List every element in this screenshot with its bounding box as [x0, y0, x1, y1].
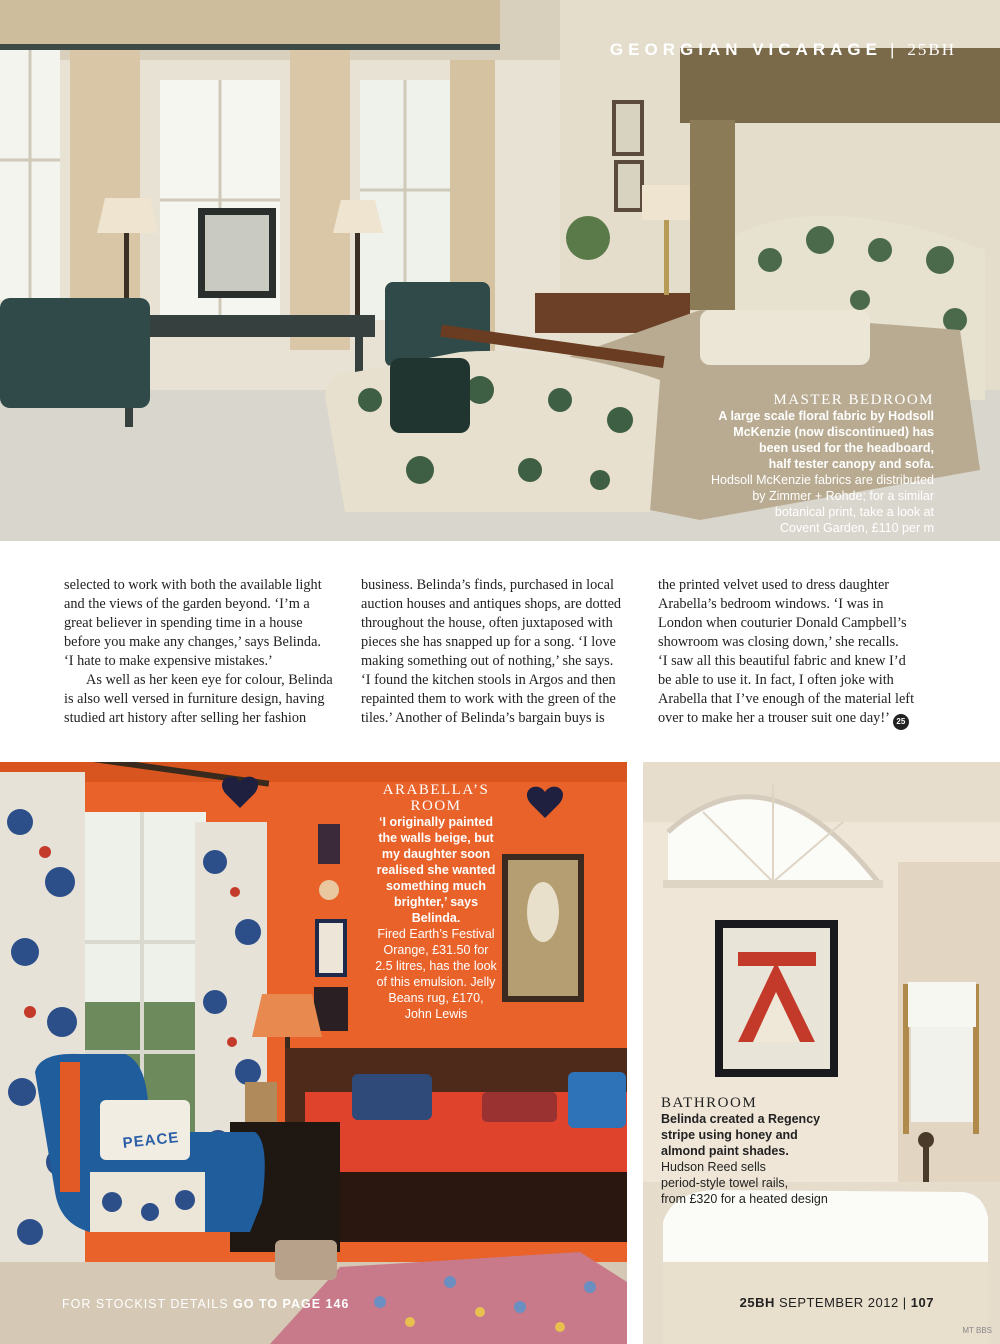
body-line: As well as her keen eye for colour, Belinda: [86, 672, 333, 688]
caption-bold-line: almond paint shades.: [661, 1144, 789, 1158]
body-line: ‘I saw all this beautiful fabric and knew I’d: [658, 653, 906, 669]
caption-line: 2.5 litres, has the look: [375, 959, 497, 973]
arabella-room-caption: [362, 782, 510, 1022]
bathroom-photo: [643, 762, 1000, 1344]
caption-bold-line: A large scale floral fabric by Hodsoll: [718, 409, 934, 423]
caption-title: ARABELLA’S: [382, 782, 490, 798]
body-line: the printed velvet used to dress daughter: [658, 577, 890, 593]
caption-bold-line: realised she wanted: [376, 863, 496, 877]
body-line: Arabella’s bedroom windows. ‘I was in: [658, 596, 884, 612]
end-mark-icon: 25: [893, 714, 909, 730]
caption-line: John Lewis: [404, 1007, 468, 1021]
caption-line: period-style towel rails,: [661, 1176, 789, 1190]
footer-page-link[interactable]: GO TO PAGE 146: [233, 1297, 350, 1311]
caption-bold-line: my daughter soon: [381, 847, 491, 861]
caption-bold-line: McKenzie (now discontinued) has: [733, 425, 934, 439]
footer-stockist-text: FOR STOCKIST DETAILS: [62, 1297, 234, 1311]
caption-bold-line: been used for the headboard,: [758, 441, 934, 455]
caption-line: of this emulsion. Jelly: [376, 975, 496, 989]
page-footer: [740, 1295, 934, 1310]
body-line: London when couturier Donald Campbell’s: [658, 615, 907, 631]
caption-bold-line: stripe using honey and: [661, 1128, 798, 1142]
caption-bold-line: Belinda created a Regency: [661, 1112, 821, 1126]
section-header: [610, 40, 956, 60]
body-line: ‘I found the kitchen stools in Argos and then: [361, 672, 616, 688]
body-line: throughout the house, often juxtaposed with: [361, 615, 613, 631]
body-line: ‘I hate to make expensive mistakes.’: [64, 653, 273, 669]
watermark: MT BBS: [962, 1326, 992, 1335]
footer-date: SEPTEMBER 2012 |: [774, 1295, 911, 1310]
caption-bold-line: ‘I originally painted: [379, 815, 493, 829]
body-line: studied art history after selling her fashion: [64, 710, 307, 726]
caption-line: Beans rug, £170,: [388, 991, 484, 1005]
caption-line: Hodsoll McKenzie fabrics are distributed: [710, 473, 934, 487]
section-title: GEORGIAN VICARAGE: [609, 40, 882, 59]
body-line: and the views of the garden beyond. ‘I’m a: [64, 596, 310, 612]
arabella-room-photo: [0, 762, 627, 1344]
stockist-footer: [62, 1297, 349, 1311]
body-line: tiles.’ Another of Belinda’s bargain buys is: [361, 710, 605, 726]
body-line: showroom was closing down,’ she recalls.: [658, 634, 899, 650]
caption-line: from £320 for a heated design: [661, 1192, 828, 1206]
caption-bold-line: Belinda.: [411, 911, 461, 925]
body-line: business. Belinda’s finds, purchased in local: [361, 577, 614, 593]
body-line: making something out of nothing,’ she says.: [361, 653, 614, 669]
body-line: repainted them to work with the green of the: [361, 691, 616, 707]
body-column-1: [64, 576, 346, 728]
caption-title: BATHROOM: [661, 1095, 758, 1111]
footer-magazine: 25BH: [739, 1295, 775, 1310]
body-line: over to make her a trouser suit one day!’: [658, 710, 890, 726]
caption-bold-line: half tester canopy and sofa.: [768, 457, 934, 471]
body-line: be able to use it. In fact, I often joke with: [658, 672, 894, 688]
body-line: is also well versed in furniture design, having: [64, 691, 325, 707]
peace-cushion-text: PEACE: [121, 1129, 181, 1152]
caption-bold-line: brighter,’ says: [393, 895, 479, 909]
body-line: auction houses and antiques shops, are dotted: [361, 596, 622, 612]
page-number: 107: [910, 1295, 934, 1310]
body-line: before you make any changes,’ says Belinda.: [64, 634, 321, 650]
caption-line: Fired Earth’s Festival: [377, 927, 495, 941]
body-line: great believer in spending time in a house: [64, 615, 303, 631]
caption-title: MASTER BEDROOM: [773, 392, 934, 408]
caption-line: Covent Garden, £110 per m: [779, 521, 934, 535]
body-column-2: [361, 576, 643, 728]
magazine-name: 25BH: [907, 40, 956, 59]
article-body: [64, 576, 936, 746]
caption-line: by Zimmer + Rohde; for a similar: [752, 489, 934, 503]
caption-line: botanical print, take a look at: [774, 505, 934, 519]
body-line: Arabella that I’ve enough of the material left: [658, 691, 915, 707]
bathroom-caption: [661, 1095, 861, 1207]
caption-bold-line: the walls beige, but: [378, 831, 494, 845]
body-column-3: [658, 576, 940, 730]
caption-bold-line: something much: [385, 879, 486, 893]
caption-line: Hudson Reed sells: [661, 1160, 766, 1174]
caption-line: Orange, £31.50 for: [383, 943, 489, 957]
body-line: selected to work with both the available light: [64, 577, 322, 593]
master-bedroom-caption: [654, 392, 934, 536]
body-line: pieces she has snapped up for a song. ‘I love: [361, 634, 616, 650]
caption-title: ROOM: [410, 798, 462, 814]
header-separator: |: [889, 40, 900, 59]
